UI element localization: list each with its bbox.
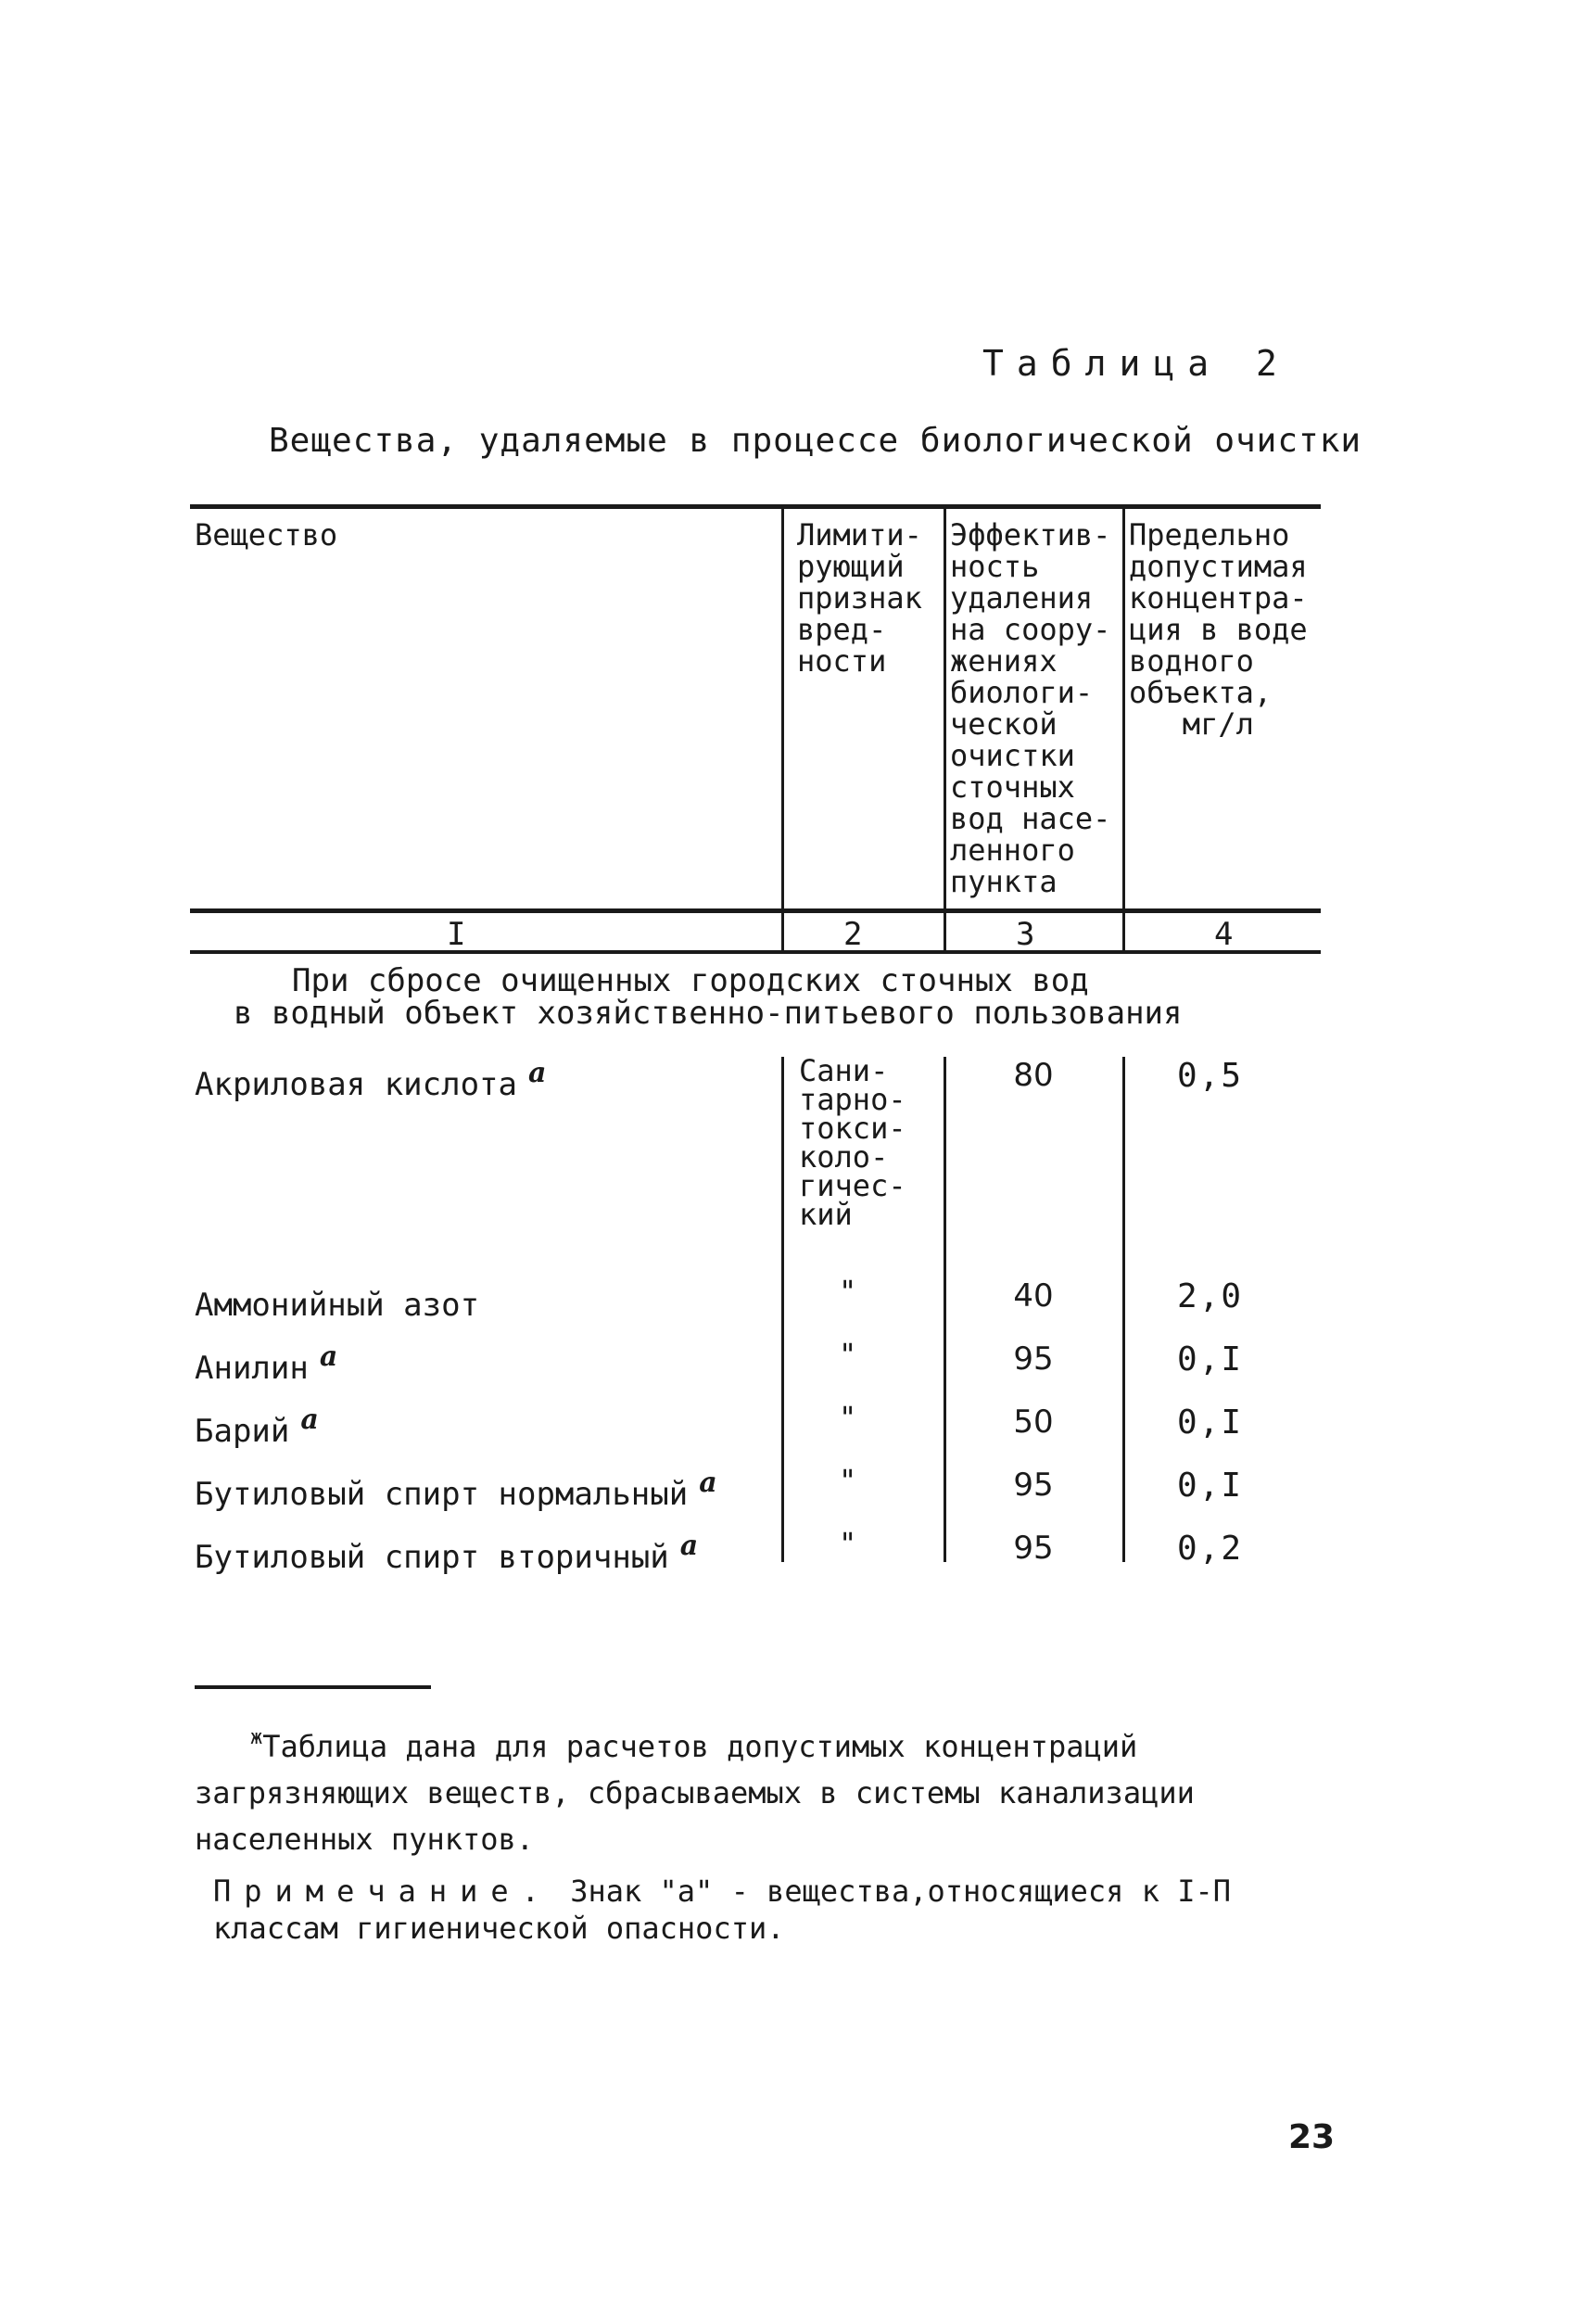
table-row-limiting: Сани- тарно- токси- коло- гичес- кий: [799, 1053, 906, 1232]
table-row-substance: Акриловая кислота $^a$: [195, 1057, 547, 1103]
table-row-concentration: 0,I: [1177, 1340, 1244, 1378]
section-heading-line2: в водный объект хозяйственно-питьевого пользования: [234, 995, 1183, 1032]
header-divider-2: [944, 505, 946, 954]
table-row-substance: Анилин $^a$: [195, 1340, 338, 1387]
table-row-concentration: 0,I: [1177, 1467, 1244, 1505]
table-row-concentration: 0,2: [1177, 1530, 1244, 1568]
page-number: 23: [1288, 2118, 1336, 2156]
table-row-limiting: ": [839, 1337, 857, 1372]
footnote: [195, 1715, 1325, 1862]
note-label: Примечание.: [213, 1874, 552, 1909]
table-row-efficiency: 95: [1013, 1530, 1054, 1567]
body-divider-2: [944, 1057, 946, 1562]
table-row-efficiency: 95: [1013, 1340, 1054, 1378]
table-row-substance: Аммонийный азот: [195, 1287, 480, 1324]
table-row-efficiency: 40: [1013, 1277, 1054, 1315]
footnote-text: Таблица дана для расчетов допустимых концентраций загрязняющих веществ, сбрасываемых в системы канализации населенных пунктов.: [195, 1729, 1195, 1857]
table-row-limiting: ": [839, 1400, 857, 1435]
hazard-mark: a: [319, 1340, 338, 1373]
column-number-1: I: [447, 916, 466, 953]
table-row-concentration: 2,0: [1177, 1277, 1244, 1315]
table-row-efficiency: 80: [1013, 1057, 1054, 1094]
table-row-limiting: ": [839, 1274, 857, 1309]
column-number-4: 4: [1214, 916, 1234, 953]
table-row-limiting: ": [839, 1463, 857, 1498]
hazard-mark: a: [528, 1057, 547, 1089]
table-title: Вещества, удаляемые в процессе биологической очистки: [269, 422, 1362, 460]
column-number-2: 2: [843, 916, 863, 953]
footnote-rule: [195, 1685, 431, 1689]
table-row-efficiency: 50: [1013, 1404, 1054, 1441]
header-substance: Вещество: [195, 517, 338, 553]
table-row-concentration: 0,5: [1177, 1057, 1244, 1095]
column-number-3: 3: [1016, 916, 1035, 953]
hazard-mark: a: [699, 1467, 717, 1499]
hazard-mark: a: [679, 1530, 699, 1562]
table-row-concentration: 0,I: [1177, 1404, 1244, 1442]
section-heading-line1: При сбросе очищенных городских сточных вод: [292, 962, 1089, 999]
header-concentration: Предельно допустимая концентра- ция в воде водного объекта, мг/л: [1129, 517, 1308, 742]
body-divider-3: [1122, 1057, 1125, 1562]
table-row-substance: Бутиловый спирт вторичный $^a$: [195, 1530, 699, 1576]
header-divider-1: [781, 505, 784, 954]
body-divider-1: [781, 1057, 784, 1562]
table-top-rule: [190, 504, 1321, 509]
header-efficiency: Эффектив- ность удаления на соору- жениях биологи- ческой очистки сточных вод насе- ленного пункта: [950, 517, 1111, 899]
table-row-limiting: ": [839, 1526, 857, 1561]
header-bottom-rule: [190, 908, 1321, 913]
hazard-mark: a: [300, 1404, 319, 1436]
table-row-efficiency: 95: [1013, 1467, 1054, 1504]
table-row-substance: Барий $^a$: [195, 1404, 319, 1450]
note: [213, 1873, 1344, 1947]
colnum-bottom-rule: [190, 950, 1321, 954]
header-divider-3: [1122, 505, 1125, 954]
note-text: Знак "а" - вещества,относящиеся к I-П классам гигиенической опасности.: [213, 1874, 1232, 1946]
footnote-mark: ж: [250, 1726, 263, 1749]
table-row-substance: Бутиловый спирт нормальный $^a$: [195, 1467, 717, 1513]
header-limiting: Лимити- рующий признак вред- ности: [797, 517, 922, 679]
table-label: Таблица 2: [982, 343, 1290, 384]
